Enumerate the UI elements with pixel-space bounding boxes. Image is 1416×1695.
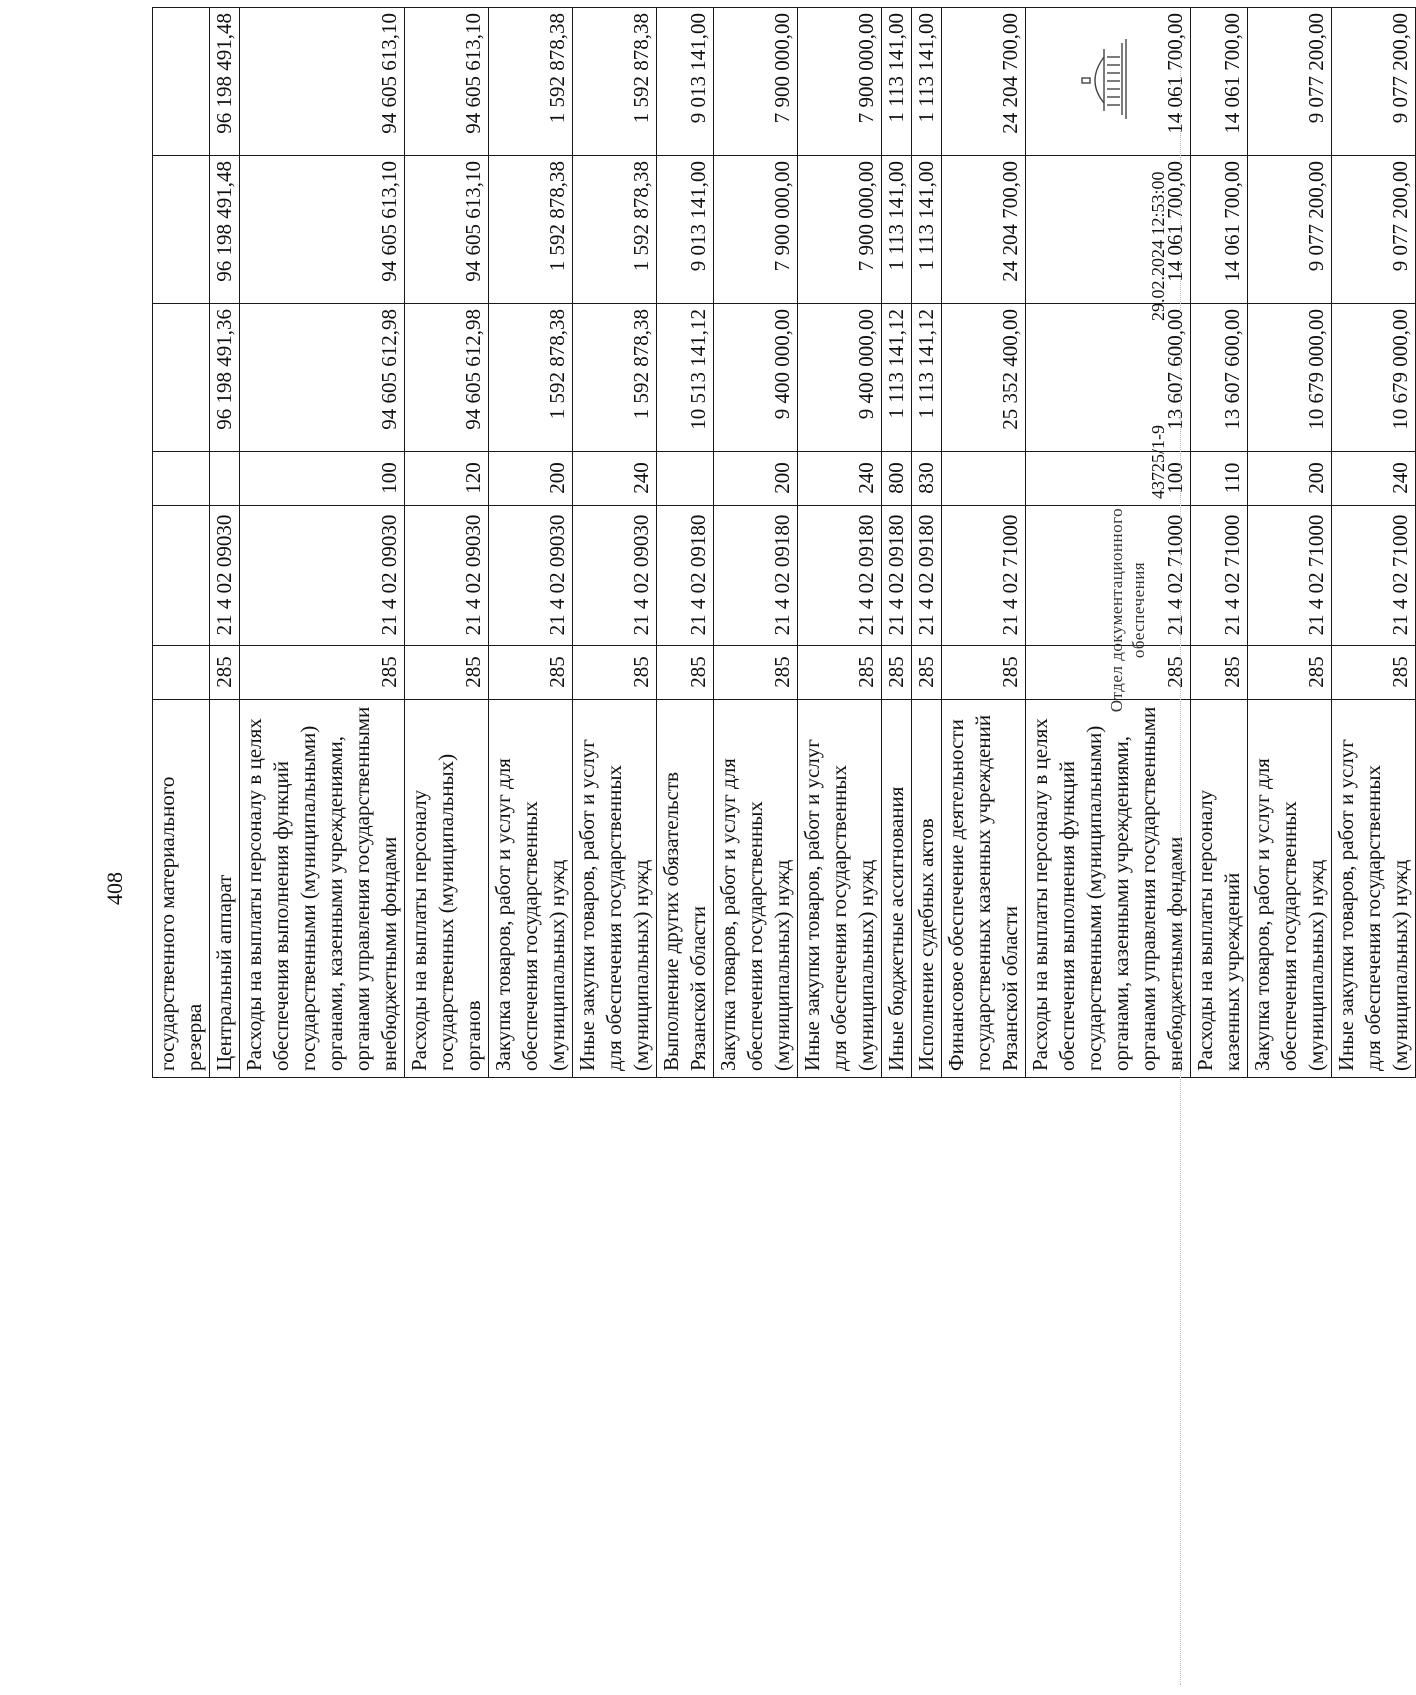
row-expense-type-cell: 240 — [798, 452, 882, 506]
row-amount-1-cell: 25 352 400,00 — [942, 304, 1026, 452]
row-admin-code-cell: 285 — [240, 646, 405, 700]
row-name-cell: Центральный аппарат — [210, 700, 240, 1078]
row-amount-1-cell: 10 679 000,00 — [1332, 304, 1416, 452]
row-amount-3-cell: 14 061 700,00 — [1191, 8, 1248, 156]
row-expense-type-cell: 200 — [1248, 452, 1332, 506]
row-amount-1-cell: 94 605 612,98 — [405, 304, 489, 452]
table-row — [657, 8, 714, 1078]
budget-table — [152, 7, 1416, 1078]
row-amount-2-cell: 24 204 700,00 — [942, 156, 1026, 304]
row-amount-3-cell: 9 013 141,00 — [657, 8, 714, 156]
duma-building-icon — [1080, 31, 1130, 123]
row-amount-2-cell: 1 113 141,00 — [882, 156, 912, 304]
row-target-article-cell: 21 4 02 09180 — [798, 506, 882, 646]
row-expense-type-cell: 240 — [1332, 452, 1416, 506]
row-expense-type-cell: 100 — [240, 452, 405, 506]
row-amount-2-cell: 7 900 000,00 — [798, 156, 882, 304]
row-name-cell: Выполнение других обязательств Рязанской области — [657, 700, 714, 1078]
row-target-article-cell: 21 4 02 09030 — [489, 506, 573, 646]
row-expense-type-cell: 200 — [489, 452, 573, 506]
row-target-article-cell: 21 4 02 09180 — [657, 506, 714, 646]
row-admin-code-cell: 285 — [1248, 646, 1332, 700]
row-target-article-cell: 21 4 02 09180 — [912, 506, 942, 646]
row-amount-3-cell: 24 204 700,00 — [942, 8, 1026, 156]
row-amount-2-cell — [153, 156, 210, 304]
table-row — [1248, 8, 1332, 1078]
footer-date: 29.02.2024 12:53:00 — [1148, 171, 1168, 321]
row-name-cell: Финансовое обеспечение деятельности государственных казенных учреждений Рязанской области — [942, 700, 1026, 1078]
row-target-article-cell — [153, 506, 210, 646]
row-expense-type-cell: 120 — [405, 452, 489, 506]
row-name-cell: Закупка товаров, работ и услуг для обеспечения государственных (муниципальных) нужд — [489, 700, 573, 1078]
table-row — [1191, 8, 1248, 1078]
row-admin-code-cell: 285 — [573, 646, 657, 700]
row-amount-2-cell: 9 077 200,00 — [1248, 156, 1332, 304]
row-admin-code-cell: 285 — [912, 646, 942, 700]
row-expense-type-cell: 200 — [714, 452, 798, 506]
row-amount-1-cell: 9 400 000,00 — [798, 304, 882, 452]
row-expense-type-cell — [657, 452, 714, 506]
table-row — [912, 8, 942, 1078]
row-amount-2-cell: 14 061 700,00 — [1026, 156, 1191, 304]
row-amount-1-cell: 1 113 141,12 — [912, 304, 942, 452]
table-row — [942, 8, 1026, 1078]
row-expense-type-cell: 110 — [1191, 452, 1248, 506]
stamp-line-2: обеспечения — [1129, 561, 1148, 659]
row-target-article-cell: 21 4 02 09030 — [210, 506, 240, 646]
row-admin-code-cell: 285 — [210, 646, 240, 700]
row-amount-1-cell: 10 513 141,12 — [657, 304, 714, 452]
row-amount-1-cell: 1 113 141,12 — [882, 304, 912, 452]
row-amount-1-cell: 96 198 491,36 — [210, 304, 240, 452]
row-target-article-cell: 21 4 02 09030 — [405, 506, 489, 646]
row-amount-2-cell: 14 061 700,00 — [1191, 156, 1248, 304]
row-expense-type-cell — [942, 452, 1026, 506]
table-row — [405, 8, 489, 1078]
row-admin-code-cell — [153, 646, 210, 700]
row-amount-2-cell: 1 592 878,38 — [489, 156, 573, 304]
department-stamp — [1106, 485, 1150, 735]
stamp-line-1: Отдел документационного — [1107, 507, 1126, 713]
row-amount-2-cell: 9 077 200,00 — [1332, 156, 1416, 304]
row-target-article-cell: 21 4 02 71000 — [1191, 506, 1248, 646]
row-name-cell: Расходы на выплаты персоналу в целях обеспечения выполнения функций государственными (муниципальными) органами, казенными учреждениями, органами управления государственными внебюджетными фондами — [240, 700, 405, 1078]
row-admin-code-cell: 285 — [1332, 646, 1416, 700]
row-target-article-cell: 21 4 02 09180 — [882, 506, 912, 646]
row-name-cell: Иные закупки товаров, работ и услуг для обеспечения государственных (муниципальных) нужд — [573, 700, 657, 1078]
row-admin-code-cell: 285 — [405, 646, 489, 700]
row-amount-3-cell: 9 077 200,00 — [1248, 8, 1332, 156]
row-amount-1-cell: 13 607 600,00 — [1191, 304, 1248, 452]
row-admin-code-cell: 285 — [714, 646, 798, 700]
budget-table-body — [153, 8, 1416, 1078]
row-amount-3-cell: 7 900 000,00 — [714, 8, 798, 156]
row-name-cell: государственного материального резерва — [153, 700, 210, 1078]
row-amount-3-cell — [153, 8, 210, 156]
page-number: 408 — [102, 872, 127, 905]
row-amount-2-cell: 96 198 491,48 — [210, 156, 240, 304]
row-admin-code-cell: 285 — [489, 646, 573, 700]
row-name-cell: Закупка товаров, работ и услуг для обеспечения государственных (муниципальных) нужд — [1248, 700, 1332, 1078]
row-amount-1-cell: 1 592 878,38 — [489, 304, 573, 452]
row-admin-code-cell: 285 — [657, 646, 714, 700]
row-amount-3-cell: 1 113 141,00 — [912, 8, 942, 156]
row-amount-1-cell: 1 592 878,38 — [573, 304, 657, 452]
row-name-cell: Иные бюджетные ассигнования — [882, 700, 912, 1078]
row-admin-code-cell: 285 — [1026, 646, 1191, 700]
row-name-cell: Расходы на выплаты персоналу казенных учреждений — [1191, 700, 1248, 1078]
row-name-cell: Исполнение судебных актов — [912, 700, 942, 1078]
table-row — [153, 8, 210, 1078]
row-amount-3-cell: 94 605 613,10 — [405, 8, 489, 156]
row-expense-type-cell: 240 — [573, 452, 657, 506]
row-name-cell: Иные закупки товаров, работ и услуг для обеспечения государственных (муниципальных) нужд — [798, 700, 882, 1078]
row-amount-3-cell: 7 900 000,00 — [798, 8, 882, 156]
row-target-article-cell: 21 4 02 09180 — [714, 506, 798, 646]
row-amount-3-cell: 1 592 878,38 — [489, 8, 573, 156]
row-amount-1-cell — [153, 304, 210, 452]
table-row — [573, 8, 657, 1078]
table-row — [210, 8, 240, 1078]
row-amount-3-cell: 1 592 878,38 — [573, 8, 657, 156]
row-amount-2-cell: 1 592 878,38 — [573, 156, 657, 304]
row-name-cell: Расходы на выплаты персоналу государственных (муниципальных) органов — [405, 700, 489, 1078]
row-target-article-cell: 21 4 02 71000 — [1332, 506, 1416, 646]
table-row — [714, 8, 798, 1078]
row-amount-1-cell: 94 605 612,98 — [240, 304, 405, 452]
row-name-cell: Расходы на выплаты персоналу в целях обеспечения выполнения функций государственными (муниципальными) органами, казенными учреждениями, органами управления государственными внебюджетными фондами — [1026, 700, 1191, 1078]
row-amount-2-cell: 7 900 000,00 — [714, 156, 798, 304]
row-expense-type-cell: 800 — [882, 452, 912, 506]
footer-document-code: 43725/1-9 — [1148, 425, 1168, 499]
row-amount-3-cell: 9 077 200,00 — [1332, 8, 1416, 156]
table-row — [798, 8, 882, 1078]
row-amount-2-cell: 94 605 613,10 — [240, 156, 405, 304]
row-amount-3-cell: 14 061 700,00 — [1026, 8, 1191, 156]
row-amount-1-cell: 13 607 600,00 — [1026, 304, 1191, 452]
row-amount-2-cell: 1 113 141,00 — [912, 156, 942, 304]
row-amount-3-cell: 96 198 491,48 — [210, 8, 240, 156]
row-admin-code-cell: 285 — [882, 646, 912, 700]
table-row — [882, 8, 912, 1078]
row-target-article-cell: 21 4 02 71000 — [1026, 506, 1191, 646]
row-amount-3-cell: 94 605 613,10 — [240, 8, 405, 156]
row-target-article-cell: 21 4 02 09030 — [240, 506, 405, 646]
scan-edge-artifact — [1180, 45, 1183, 1685]
table-row — [240, 8, 405, 1078]
row-expense-type-cell — [153, 452, 210, 506]
table-row — [489, 8, 573, 1078]
row-amount-2-cell: 94 605 613,10 — [405, 156, 489, 304]
row-admin-code-cell: 285 — [1191, 646, 1248, 700]
row-amount-1-cell: 10 679 000,00 — [1248, 304, 1332, 452]
row-admin-code-cell: 285 — [798, 646, 882, 700]
row-amount-1-cell: 9 400 000,00 — [714, 304, 798, 452]
table-row — [1332, 8, 1416, 1078]
row-expense-type-cell: 100 — [1026, 452, 1191, 506]
row-name-cell: Иные закупки товаров, работ и услуг для обеспечения государственных (муниципальных) нужд — [1332, 700, 1416, 1078]
row-target-article-cell: 21 4 02 71000 — [942, 506, 1026, 646]
row-admin-code-cell: 285 — [942, 646, 1026, 700]
row-amount-3-cell: 1 113 141,00 — [882, 8, 912, 156]
row-target-article-cell: 21 4 02 71000 — [1248, 506, 1332, 646]
row-expense-type-cell: 830 — [912, 452, 942, 506]
row-expense-type-cell — [210, 452, 240, 506]
row-amount-2-cell: 9 013 141,00 — [657, 156, 714, 304]
row-target-article-cell: 21 4 02 09030 — [573, 506, 657, 646]
row-name-cell: Закупка товаров, работ и услуг для обеспечения государственных (муниципальных) нужд — [714, 700, 798, 1078]
